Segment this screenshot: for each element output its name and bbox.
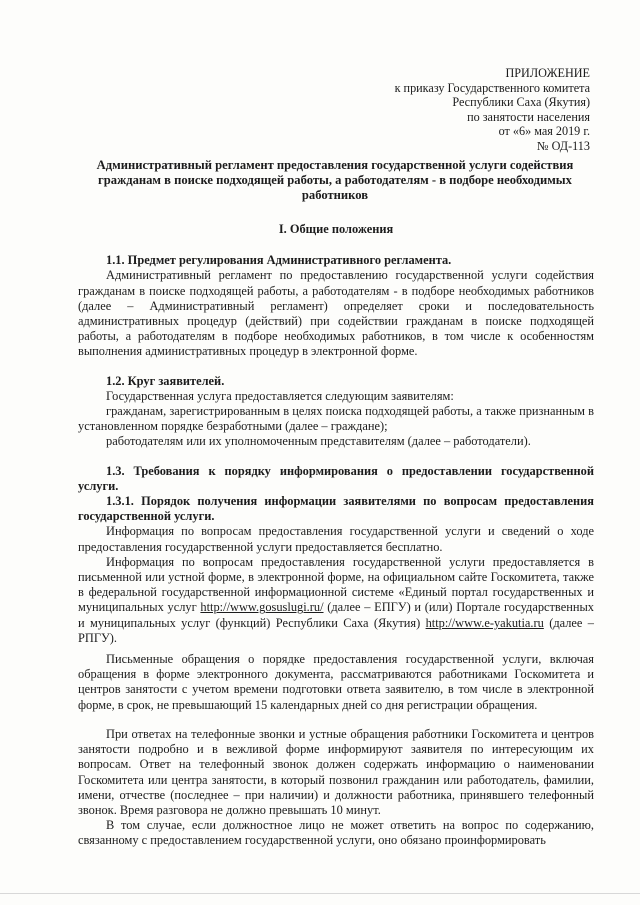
document-title: Административный регламент предоставления государственной услуги содействия гражданам в поиске подходящей работы, а работодателям - в подборе необходимых работников (96, 158, 574, 202)
e-yakutia-link[interactable]: http://www.e-yakutia.ru (425, 615, 544, 630)
paragraph: Административный регламент по предоставлению государственной услуги содействия гражданам в поиске подходящей работы, а работодателям - в подборе необходимых работников (далее – Административный регламент) определяет сроки и последовательность административных процедур (действий) при содействии гражданам в поиске подходящей работы, а работодателям в подборе необходимых работников, в том числе к особенностям выполнения административных процедур в электронной форме. (78, 268, 594, 359)
paragraph: При ответах на телефонные звонки и устные обращения работники Госкомитета и центров занятости подробно и в вежливой форме информируют заявителя по интересующим их вопросам. Ответ на телефонный звонок должен содержать информацию о наименовании Госкомитета или центра занятости, в который позвонил гражданин или работодатель, фамилии, имени, отчестве (последнее – при наличии) и должности работника, принявшего телефонный звонок. Время разговора не должно превышать 10 минут. (78, 726, 594, 817)
subsection-subheading: 1.3.1. Порядок получения информации заявителями по вопросам предоставления государственной услуги. (78, 494, 594, 524)
document-body (78, 222, 594, 849)
paragraph: Государственная услуга предоставляется следующим заявителям: (106, 388, 454, 403)
annex-number: № ОД-113 (536, 138, 590, 153)
annex-date: от «6» мая 2019 г. (498, 124, 590, 139)
paragraph: Информация по вопросам предоставления государственной услуги и сведений о ходе предоставления государственной услуги предоставляется бесплатно. (78, 524, 594, 554)
annex-line: к приказу Государственного комитета (394, 80, 590, 95)
paragraph: В том случае, если должностное лицо не может ответить на вопрос по содержанию, связанному с предоставлением государственной услуги, оно обязано проинформировать (78, 818, 594, 848)
annex-title: ПРИЛОЖЕНИЕ (505, 66, 590, 80)
annex-block (330, 66, 590, 154)
paragraph: Письменные обращения о порядке предоставления государственной услуги, включая обращения в форме электронного документа, рассматриваются работниками Госкомитета и центров занятости с учетом времени подготовки ответа заявителю, в том числе в электронной форме, в срок, не превышающий 15 календарных дней со дня регистрации обращения. (78, 652, 594, 712)
annex-line: Республики Саха (Якутия) (452, 95, 590, 110)
paragraph-text: Информация по вопросам предоставления государственной услуги предоставляется в письменной или устной форме, в электронной форме, на официальном сайте Госкомитета, также в федеральной государственной информационной системе «Единый портал государственных и муниципальных услуг (78, 554, 594, 615)
gosuslugi-link[interactable]: http://www.gosuslugi.ru/ (200, 600, 324, 615)
annex-line: по занятости населения (467, 109, 590, 124)
paragraph: работодателям или их уполномоченным представителям (далее – работодатели). (106, 434, 531, 449)
section-heading: I. Общие положения (278, 222, 394, 236)
subsection-heading: 1.2. Круг заявителей. (106, 373, 225, 388)
paragraph-text: (далее – РПГУ). (78, 615, 594, 645)
page-edge-line (0, 893, 640, 894)
subsection-heading: 1.3. Требования к порядку информирования о предоставлении государственной услуги. (78, 463, 594, 493)
paragraph: гражданам, зарегистрированным в целях поиска подходящей работы, а также признанным в установленном порядке безработными (далее – граждане); (78, 404, 594, 434)
paragraph-text: (далее – ЕПГУ) и (или) Портале государственных и муниципальных услуг (функций) Республики Саха (Якутия) (78, 600, 594, 630)
subsection-heading: 1.1. Предмет регулирования Административного регламента. (106, 253, 452, 268)
paragraph (78, 555, 594, 646)
